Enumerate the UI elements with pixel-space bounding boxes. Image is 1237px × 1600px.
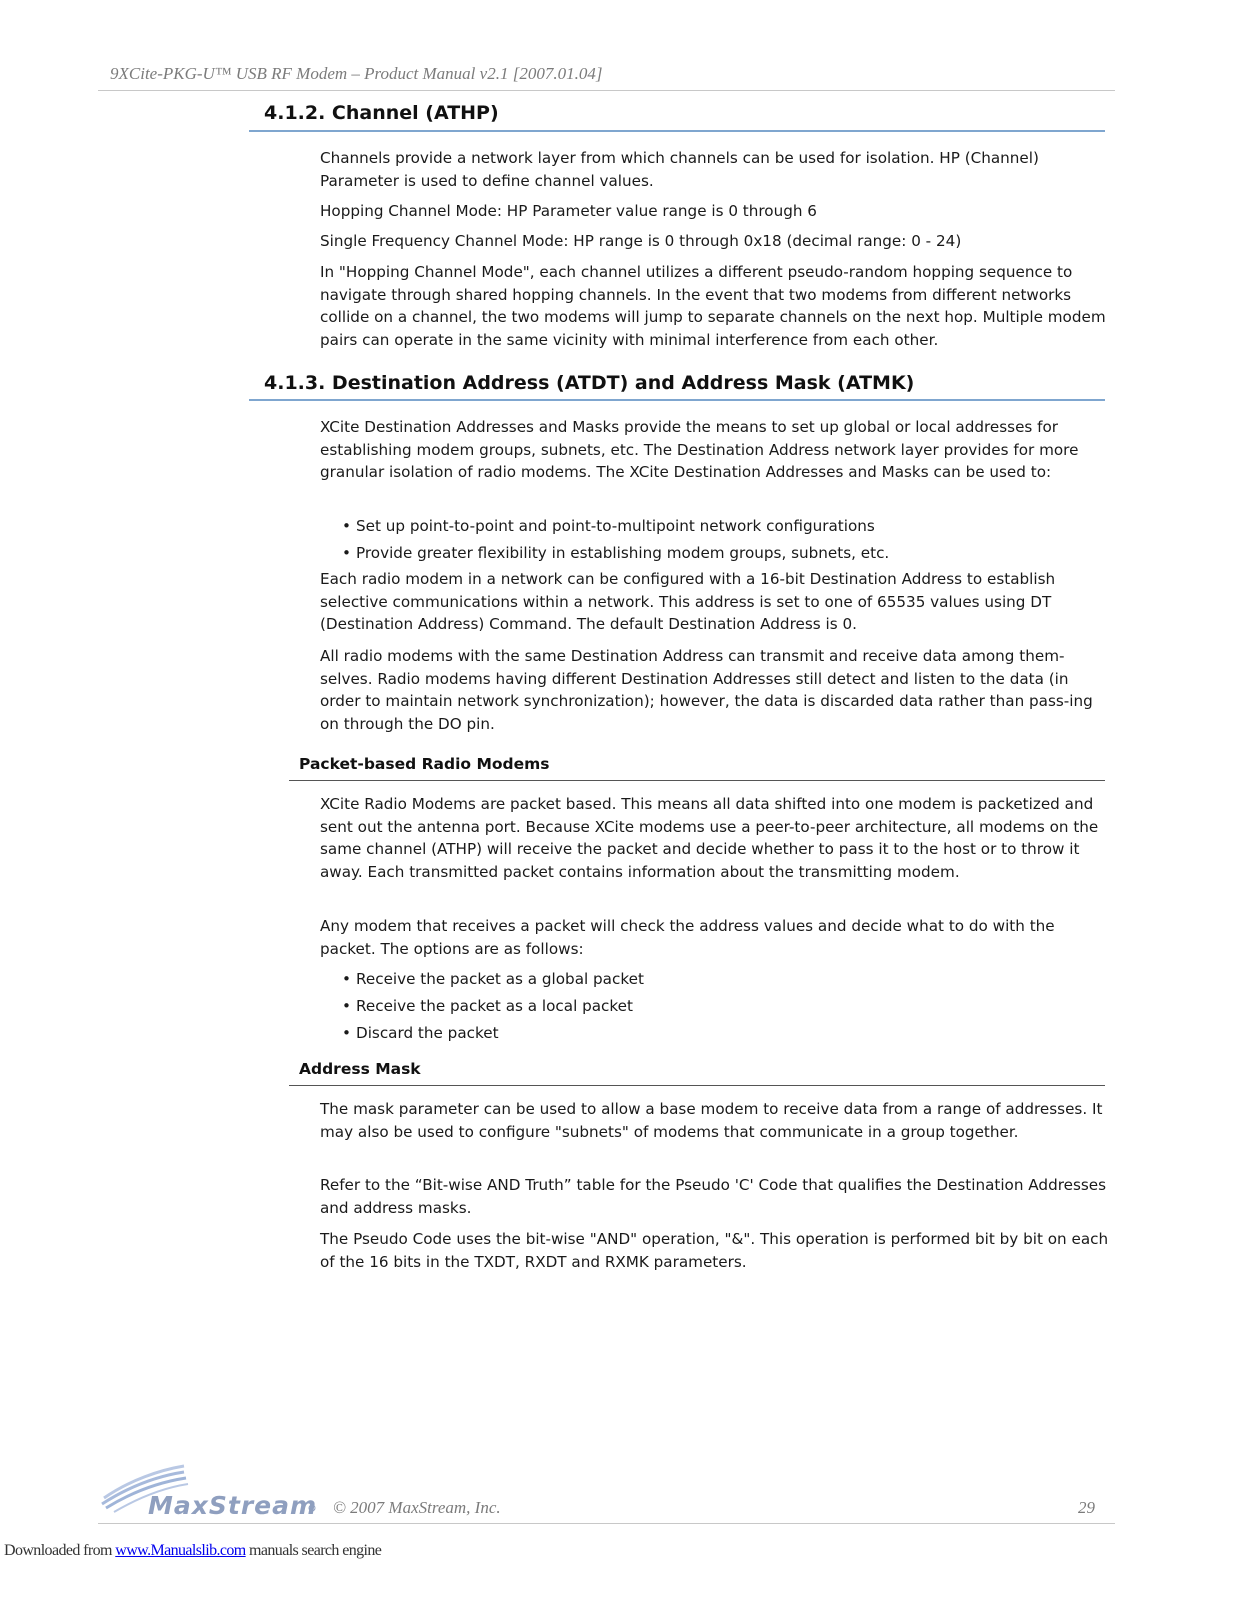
list-item-text: Provide greater flexibility in establishing modem groups, subnets, etc. bbox=[356, 544, 890, 562]
list-item bbox=[342, 542, 889, 564]
subheading-address-mask: Address Mask bbox=[299, 1060, 421, 1078]
maxstream-logo-icon bbox=[100, 1462, 330, 1520]
mask-paragraph-2: Refer to the “Bit-wise AND Truth” table for the Pseudo 'C' Code that qualifies the Destination Addresses and address masks. bbox=[320, 1176, 1107, 1217]
bullet-icon: • bbox=[342, 544, 351, 562]
mask-paragraph-3: The Pseudo Code uses the bit-wise "AND" operation, "&". This operation is performed bit by bit on each of the 16 bits in the TXDT, RXDT and RXMK parameters. bbox=[320, 1230, 1109, 1271]
bullet-icon: • bbox=[342, 517, 351, 535]
download-notice bbox=[4, 1542, 381, 1560]
packet-paragraph-1: XCite Radio Modems are packet based. This means all data shifted into one modem is packetized and sent out the antenna port. Because XCite modems use a peer-to-peer architecture, all modems on the same channel (ATHP) will receive the packet and decide whether to pass it to the host or to throw it away. Each transmitted packet contains information about the transmitting modem. bbox=[320, 795, 1099, 881]
download-prefix: Downloaded from bbox=[4, 1542, 116, 1559]
channel-paragraph-2: Hopping Channel Mode: HP Parameter value range is 0 through 6 bbox=[320, 202, 817, 220]
footer-divider bbox=[98, 1523, 1115, 1524]
subheading-divider-packet bbox=[289, 780, 1105, 781]
running-header: 9XCite-PKG-U™ USB RF Modem – Product Manual v2.1 [2007.01.04] bbox=[110, 64, 603, 83]
list-item-text: Receive the packet as a global packet bbox=[356, 970, 644, 988]
list-item-text: Set up point-to-point and point-to-multipoint network configurations bbox=[356, 517, 875, 535]
section-heading-channel: 4.1.2. Channel (ATHP) bbox=[264, 102, 499, 124]
list-item bbox=[342, 515, 875, 537]
channel-paragraph-3: Single Frequency Channel Mode: HP range is 0 through 0x18 (decimal range: 0 - 24) bbox=[320, 232, 962, 250]
list-item-text: Receive the packet as a local packet bbox=[356, 997, 633, 1015]
bullet-icon: • bbox=[342, 970, 351, 988]
section-heading-destination: 4.1.3. Destination Address (ATDT) and Address Mask (ATMK) bbox=[264, 372, 915, 394]
page-number: 29 bbox=[1078, 1498, 1095, 1517]
mask-paragraph-1: The mask parameter can be used to allow a base modem to receive data from a range of addresses. It may also be used to configure "subnets" of modems that communicate in a group together. bbox=[320, 1100, 1103, 1141]
bullet-icon: • bbox=[342, 1024, 351, 1042]
subheading-packet-based: Packet-based Radio Modems bbox=[299, 755, 550, 773]
list-item-text: Discard the packet bbox=[356, 1024, 499, 1042]
section-divider-destination bbox=[249, 399, 1105, 401]
list-item bbox=[342, 968, 644, 990]
destination-paragraph-3: All radio modems with the same Destination Address can transmit and receive data among them-selves. Radio modems having different Destination Addresses still detect and listen to the data (in order to maintain network synchronization); however, the data is discarded data rather than pass-ing on through the DO pin. bbox=[320, 647, 1093, 733]
channel-paragraph-4: In "Hopping Channel Mode", each channel utilizes a different pseudo-random hopping sequence to navigate through shared hopping channels. In the event that two modems from different networks collide on a channel, the two modems will jump to separate channels on the next hop. Multiple modem pairs can operate in the same vicinity with minimal interference from each other. bbox=[320, 263, 1106, 349]
header-divider bbox=[98, 90, 1115, 91]
subheading-divider-mask bbox=[289, 1085, 1105, 1086]
packet-paragraph-2: Any modem that receives a packet will check the address values and decide what to do with the packet. The options are as follows: bbox=[320, 917, 1055, 958]
channel-paragraph-1: Channels provide a network layer from which channels can be used for isolation. HP (Channel) Parameter is used to define channel values. bbox=[320, 149, 1039, 190]
copyright: © 2007 MaxStream, Inc. bbox=[333, 1498, 501, 1517]
list-item bbox=[342, 995, 633, 1017]
list-item bbox=[342, 1022, 499, 1044]
download-suffix: manuals search engine bbox=[245, 1542, 382, 1559]
svg-text:MaxStream: MaxStream bbox=[148, 1491, 318, 1520]
destination-paragraph-2: Each radio modem in a network can be configured with a 16-bit Destination Address to establish selective communications within a network. This address is set to one of 65535 values using DT (Destination Address) Command. The default Destination Address is 0. bbox=[320, 570, 1056, 634]
manualslib-link[interactable]: www.Manualslib.com bbox=[115, 1542, 246, 1559]
section-divider-channel bbox=[249, 130, 1105, 132]
destination-paragraph-1: XCite Destination Addresses and Masks provide the means to set up global or local addresses for establishing modem groups, subnets, etc. The Destination Address network layer provides for more granular isolation of radio modems. The XCite Destination Addresses and Masks can be used to: bbox=[320, 418, 1079, 482]
bullet-icon: • bbox=[342, 997, 351, 1015]
